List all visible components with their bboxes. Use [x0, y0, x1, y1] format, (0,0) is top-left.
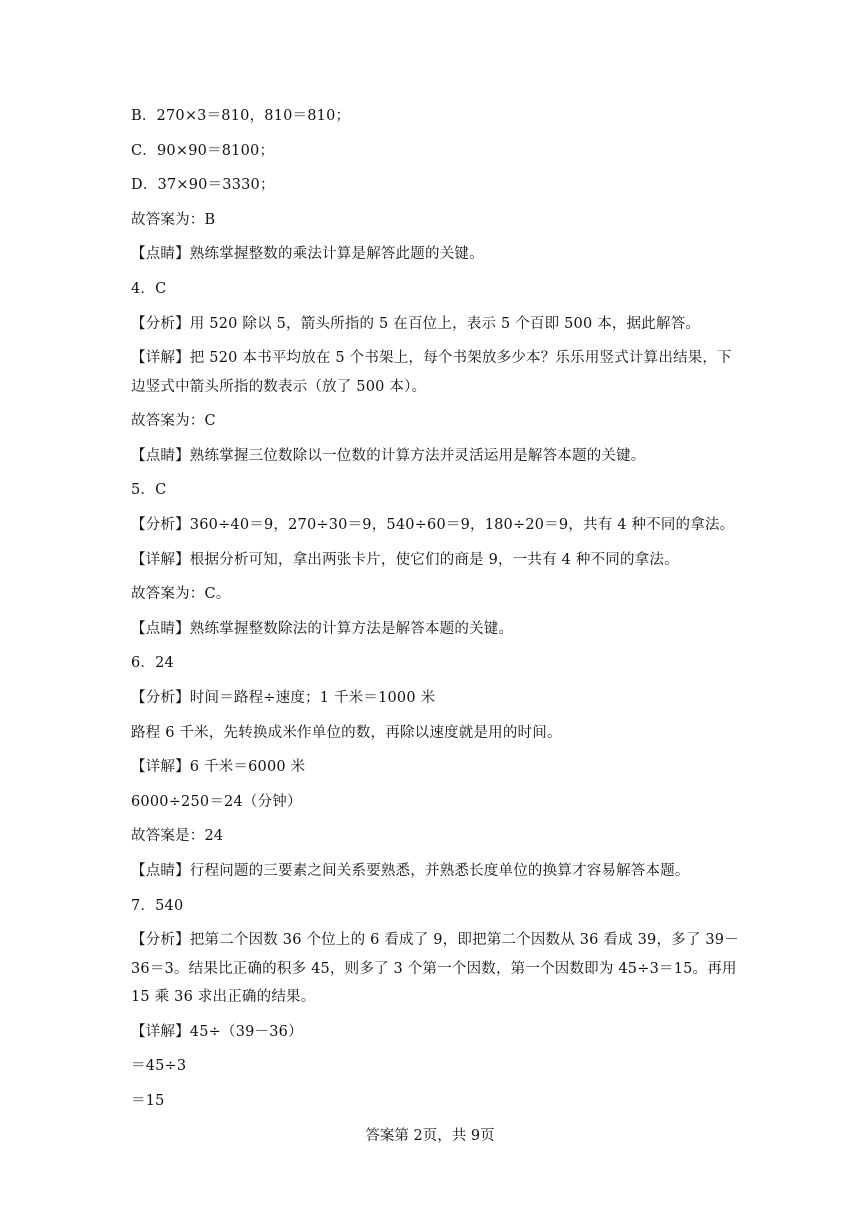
text-line: ＝45÷3: [131, 1058, 187, 1075]
text-line: 故答案为：B: [131, 211, 216, 228]
page-footer: 答案第 2页，共 9页: [365, 1128, 495, 1144]
text-line: 36＝3。结果比正确的积多 45，则多了 3 个第一个因数，第一个因数即为 45÷3＝15。再用: [131, 960, 737, 977]
text-line: 【详解】6 千米＝6000 米: [131, 759, 306, 776]
text-line: 路程 6 千米，先转换成米作单位的数，再除以速度就是用的时间。: [131, 724, 562, 741]
text-line: 【分析】时间＝路程÷速度；1 千米＝1000 米: [131, 690, 436, 706]
question-number: 7．540: [131, 897, 184, 914]
text-line: 【点睛】熟练掌握三位数除以一位数的计算方法并灵活运用是解答本题的关键。: [131, 447, 646, 464]
text-line: 故答案为：C。: [131, 586, 231, 603]
text-line: ＝15: [131, 1092, 165, 1109]
question-number: 5．C: [131, 482, 167, 499]
text-line: 【点睛】熟练掌握整数的乘法计算是解答此题的关键。: [131, 246, 484, 263]
text-line: D．37×90＝3330；: [131, 177, 275, 194]
question-number: 6．24: [131, 655, 174, 672]
text-line: 【详解】根据分析可知，拿出两张卡片，使它们的商是 9，一共有 4 种不同的拿法。: [131, 551, 679, 568]
text-line: 6000÷250＝24（分钟）: [131, 793, 302, 810]
text-line: 【分析】把第二个因数 36 个位上的 6 看成了 9，即把第二个因数从 36 看成 39，多了 39－: [131, 932, 739, 949]
text-line: 【分析】用 520 除以 5，箭头所指的 5 在百位上，表示 5 个百即 500 本，据此解答。: [131, 315, 701, 332]
text-line: 【详解】45÷（39－36）: [131, 1023, 303, 1040]
text-line: 【点睛】行程问题的三要素之间关系要熟悉，并熟悉长度单位的换算才容易解答本题。: [131, 862, 690, 879]
text-line: B．270×3＝810，810＝810；: [131, 108, 351, 124]
text-line: 故答案为：C: [131, 413, 216, 430]
text-line: 【详解】把 520 本书平均放在 5 个书架上，每个书架放多少本？乐乐用竖式计算出结果，下: [131, 350, 732, 367]
text-line: 15 乘 36 求出正确的结果。: [131, 989, 316, 1006]
text-line: 故答案是：24: [131, 828, 224, 845]
text-line: 【点睛】熟练掌握整数除法的计算方法是解答本题的关键。: [131, 620, 514, 637]
text-line: 边竖式中箭头所指的数表示（放了 500 本）。: [131, 378, 427, 395]
text-line: 【分析】360÷40＝9，270÷30＝9，540÷60＝9，180÷20＝9，共有 4 种不同的拿法。: [131, 517, 735, 534]
text-line: C．90×90＝8100；: [131, 142, 275, 159]
question-number: 4．C: [131, 280, 167, 297]
answer-content: [131, 106, 739, 1126]
